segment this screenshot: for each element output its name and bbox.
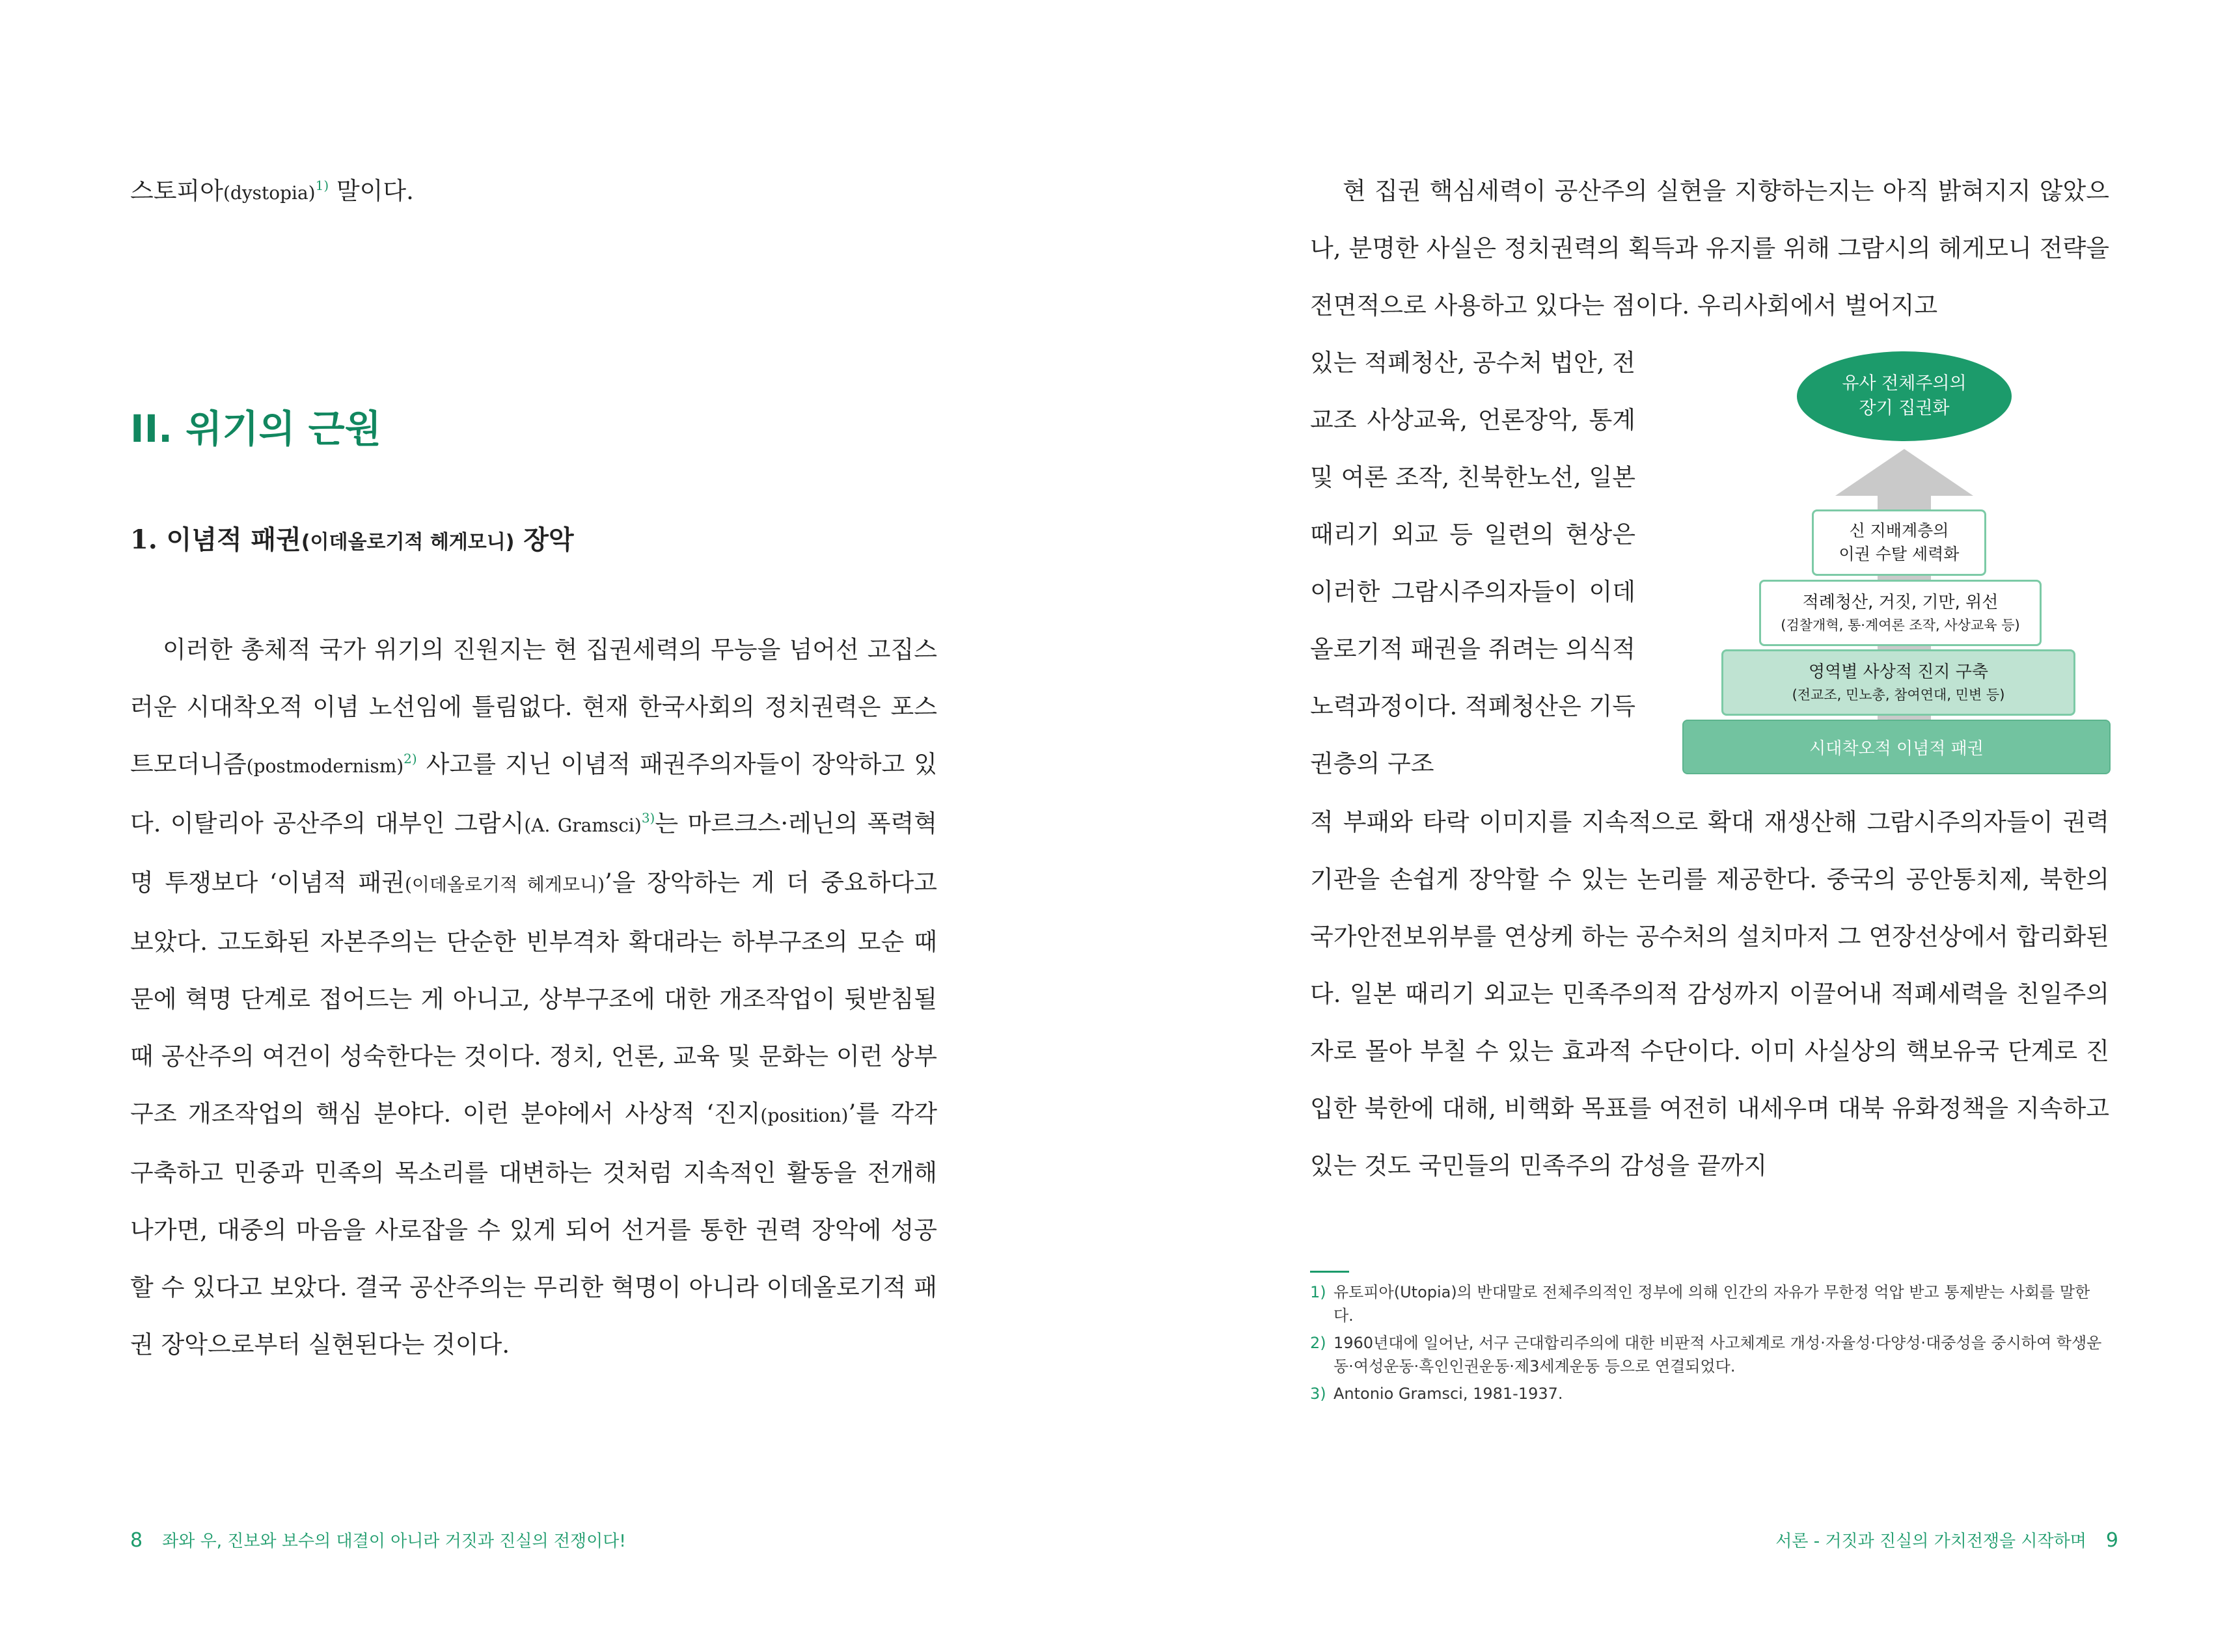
- left-top-line: [130, 163, 937, 222]
- text-segment: 스토피아: [130, 177, 223, 205]
- footnotes: [1310, 1280, 2109, 1409]
- paragraph-text: 있는 적폐청산, 공수처 법안, 전교조 사상교육, 언론장악, 통계 및 여론 조작, 친북한노선, 일본 때리기 외교 등 일련의 현상은 이러한 그람시주의자들이 이데올로기적 패권을 쥐려는 의식적 노력과정이다. 적폐청산은 기득권층의 구조: [1310, 349, 1635, 778]
- arrow-up-icon: [1835, 449, 1973, 496]
- left-page: [0, 0, 1114, 1652]
- diagram-label: 신 지배계층의: [1849, 521, 1949, 540]
- diagram-sublabel: (검찰개혁, 통·계여론 조작, 사상교육 등): [1781, 617, 2020, 633]
- footnote-item: [1310, 1382, 2109, 1405]
- left-footer: [130, 1528, 626, 1552]
- footnote-ref[interactable]: 1): [315, 178, 329, 193]
- paragraph-text: 현 집권 핵심세력이 공산주의 실현을 지향하는지는 아직 밝혀지지 않았으나, 분명한 사실은 정치권력의 획득과 유지를 위해 그람시의 헤게모니 전략을 전면적으로 사용하고 있다는 점이다. 우리사회에서 벌어지고: [1310, 177, 2109, 319]
- diagram-label: 이권 수탈 세력화: [1839, 545, 1960, 563]
- subsection-post: 장악: [514, 524, 574, 555]
- diagram-label: 영역별 사상적 진지 구축: [1809, 662, 1988, 682]
- diagram-level-2: [1759, 580, 2042, 646]
- left-body-paragraph: [130, 621, 937, 1374]
- footnote-number: 1): [1310, 1283, 1326, 1301]
- footnote-ref[interactable]: 2): [403, 751, 417, 766]
- right-top-paragraph: [1310, 163, 2109, 334]
- paren-text: (이데올로기적 헤게모니): [404, 874, 605, 895]
- subsection-paren: (이데올로기적 헤게모니): [301, 531, 515, 554]
- diagram-sublabel: (전교조, 민노총, 참여연대, 민변 등): [1792, 687, 2005, 703]
- footnote-ref[interactable]: 3): [641, 810, 655, 826]
- text-segment: 말이다.: [329, 177, 414, 205]
- diagram-top-ellipse: [1797, 351, 2012, 441]
- text-segment: 이러한 총체적 국가 위기의 진원지는 현 집권세력의 무능을 넘어선 고집스러운 시대착오적 이념 노선임에 틀림없다. 현재 한국사회의 정치권력은 포스트모더니즘: [130, 636, 937, 778]
- footnote-divider: [1310, 1271, 1349, 1273]
- paragraph-text: 적 부패와 타락 이미지를 지속적으로 확대 재생산해 그람시주의자들이 권력기관을 손쉽게 장악할 수 있는 논리를 제공한다. 중국의 공안통치제, 북한의 국가안전보위부를 연상케 하는 공수처의 설치마저 그 연장선상에서 합리화된다. 일본 때리기 외교는 민족주의적 감성까지 이끌어내 적폐세력을 친일주의자로 몰아 부칠 수 있는 효과적 수단이다. 이미 사실상의 핵보유국 단계로 진입한 북한에 대해, 비핵화 목표를 여전히 내세우며 대북 유화정책을 지속하고 있는 것도 국민들의 민족주의 감성을 끝까지: [1310, 808, 2109, 1180]
- subsection-main: 1. 이념적 패권: [130, 524, 301, 555]
- text-segment: ’를 각각 구축하고 민중과 민족의 목소리를 대변하는 것처럼 지속적인 활동을 전개해 나가면, 대중의 마음을 사로잡을 수 있게 되어 선거를 통한 권력 장악에 성공할 수 있다고 보았다. 결국 공산주의는 무리한 혁명이 아니라 이데올로기적 패권 장악으로부터 실현된다는 것이다.: [130, 1100, 938, 1359]
- subsection-title: [130, 519, 574, 556]
- paren-text: (A. Gramsci): [524, 815, 642, 836]
- footnote-text: 유토피아(Utopia)의 반대말로 전체주의적인 정부에 의해 인간의 자유가 무한정 억압 받고 통제받는 사회를 말한다.: [1333, 1283, 2090, 1325]
- right-continued-paragraph: [1310, 794, 2109, 1195]
- running-title: 좌와 우, 진보와 보수의 대결이 아니라 거짓과 진실의 전쟁이다!: [162, 1532, 626, 1551]
- footnote-number: 2): [1310, 1334, 1326, 1352]
- section-title: II. 위기의 근원: [130, 407, 381, 451]
- running-title: 서론 - 거짓과 진실의 가치전쟁을 시작하며: [1775, 1532, 2086, 1551]
- footnote-text: 1960년대에 일어난, 서구 근대합리주의에 대한 비판적 사고체계로 개성·자율성·다양성·대중성을 중시하여 학생운동·여성운동·흑인인권운동·제3세계운동 등으로 연결되었다.: [1333, 1334, 2102, 1375]
- text-segment: 사고를 지닌 이념적 패권주의자들이 장악하고 있다. 이탈리아 공산주의 대부인 그람시: [130, 750, 937, 837]
- right-footer: [1775, 1528, 2118, 1552]
- paren-text: (dystopia): [223, 182, 316, 204]
- text-segment: ’을 장악하는 게 더 중요하다고 보았다. 고도화된 자본주의는 단순한 빈부격차 확대라는 하부구조의 모순 때문에 혁명 단계로 접어드는 게 아니고, 상부구조에 대한 개조작업이 뒷받침될 때 공산주의 여건이 성숙한다는 것이다. 정치, 언론, 교육 및 문화는 이런 상부구조 개조작업의 핵심 분야다. 이런 분야에서 사상적 ‘진지: [130, 869, 937, 1128]
- diagram-label: 시대착오적 이념적 패권: [1809, 738, 1984, 759]
- right-narrow-paragraph: [1310, 334, 1635, 792]
- diagram-level-1: [1812, 509, 1986, 576]
- footnote-item: [1310, 1280, 2109, 1327]
- page-number: 9: [2105, 1529, 2118, 1552]
- diagram-level-3: [1721, 649, 2075, 716]
- diagram-label: 장기 집권화: [1859, 398, 1950, 418]
- page-number: 8: [130, 1529, 143, 1552]
- hegemony-diagram: [1682, 351, 2112, 781]
- diagram-label: 유사 전체주의의: [1842, 373, 1967, 394]
- footnote-item: [1310, 1331, 2109, 1378]
- paren-text: (position): [760, 1105, 849, 1126]
- paren-text: (postmodernism): [246, 755, 404, 777]
- diagram-level-4: [1682, 720, 2111, 774]
- text-segment: 는 마르크스·레닌의 폭력혁명 투쟁보다 ‘이념적 패권: [130, 809, 938, 897]
- footnote-text: Antonio Gramsci, 1981-1937.: [1333, 1385, 1563, 1403]
- diagram-label: 적례청산, 거짓, 기만, 위선: [1802, 593, 1999, 612]
- footnote-number: 3): [1310, 1385, 1326, 1403]
